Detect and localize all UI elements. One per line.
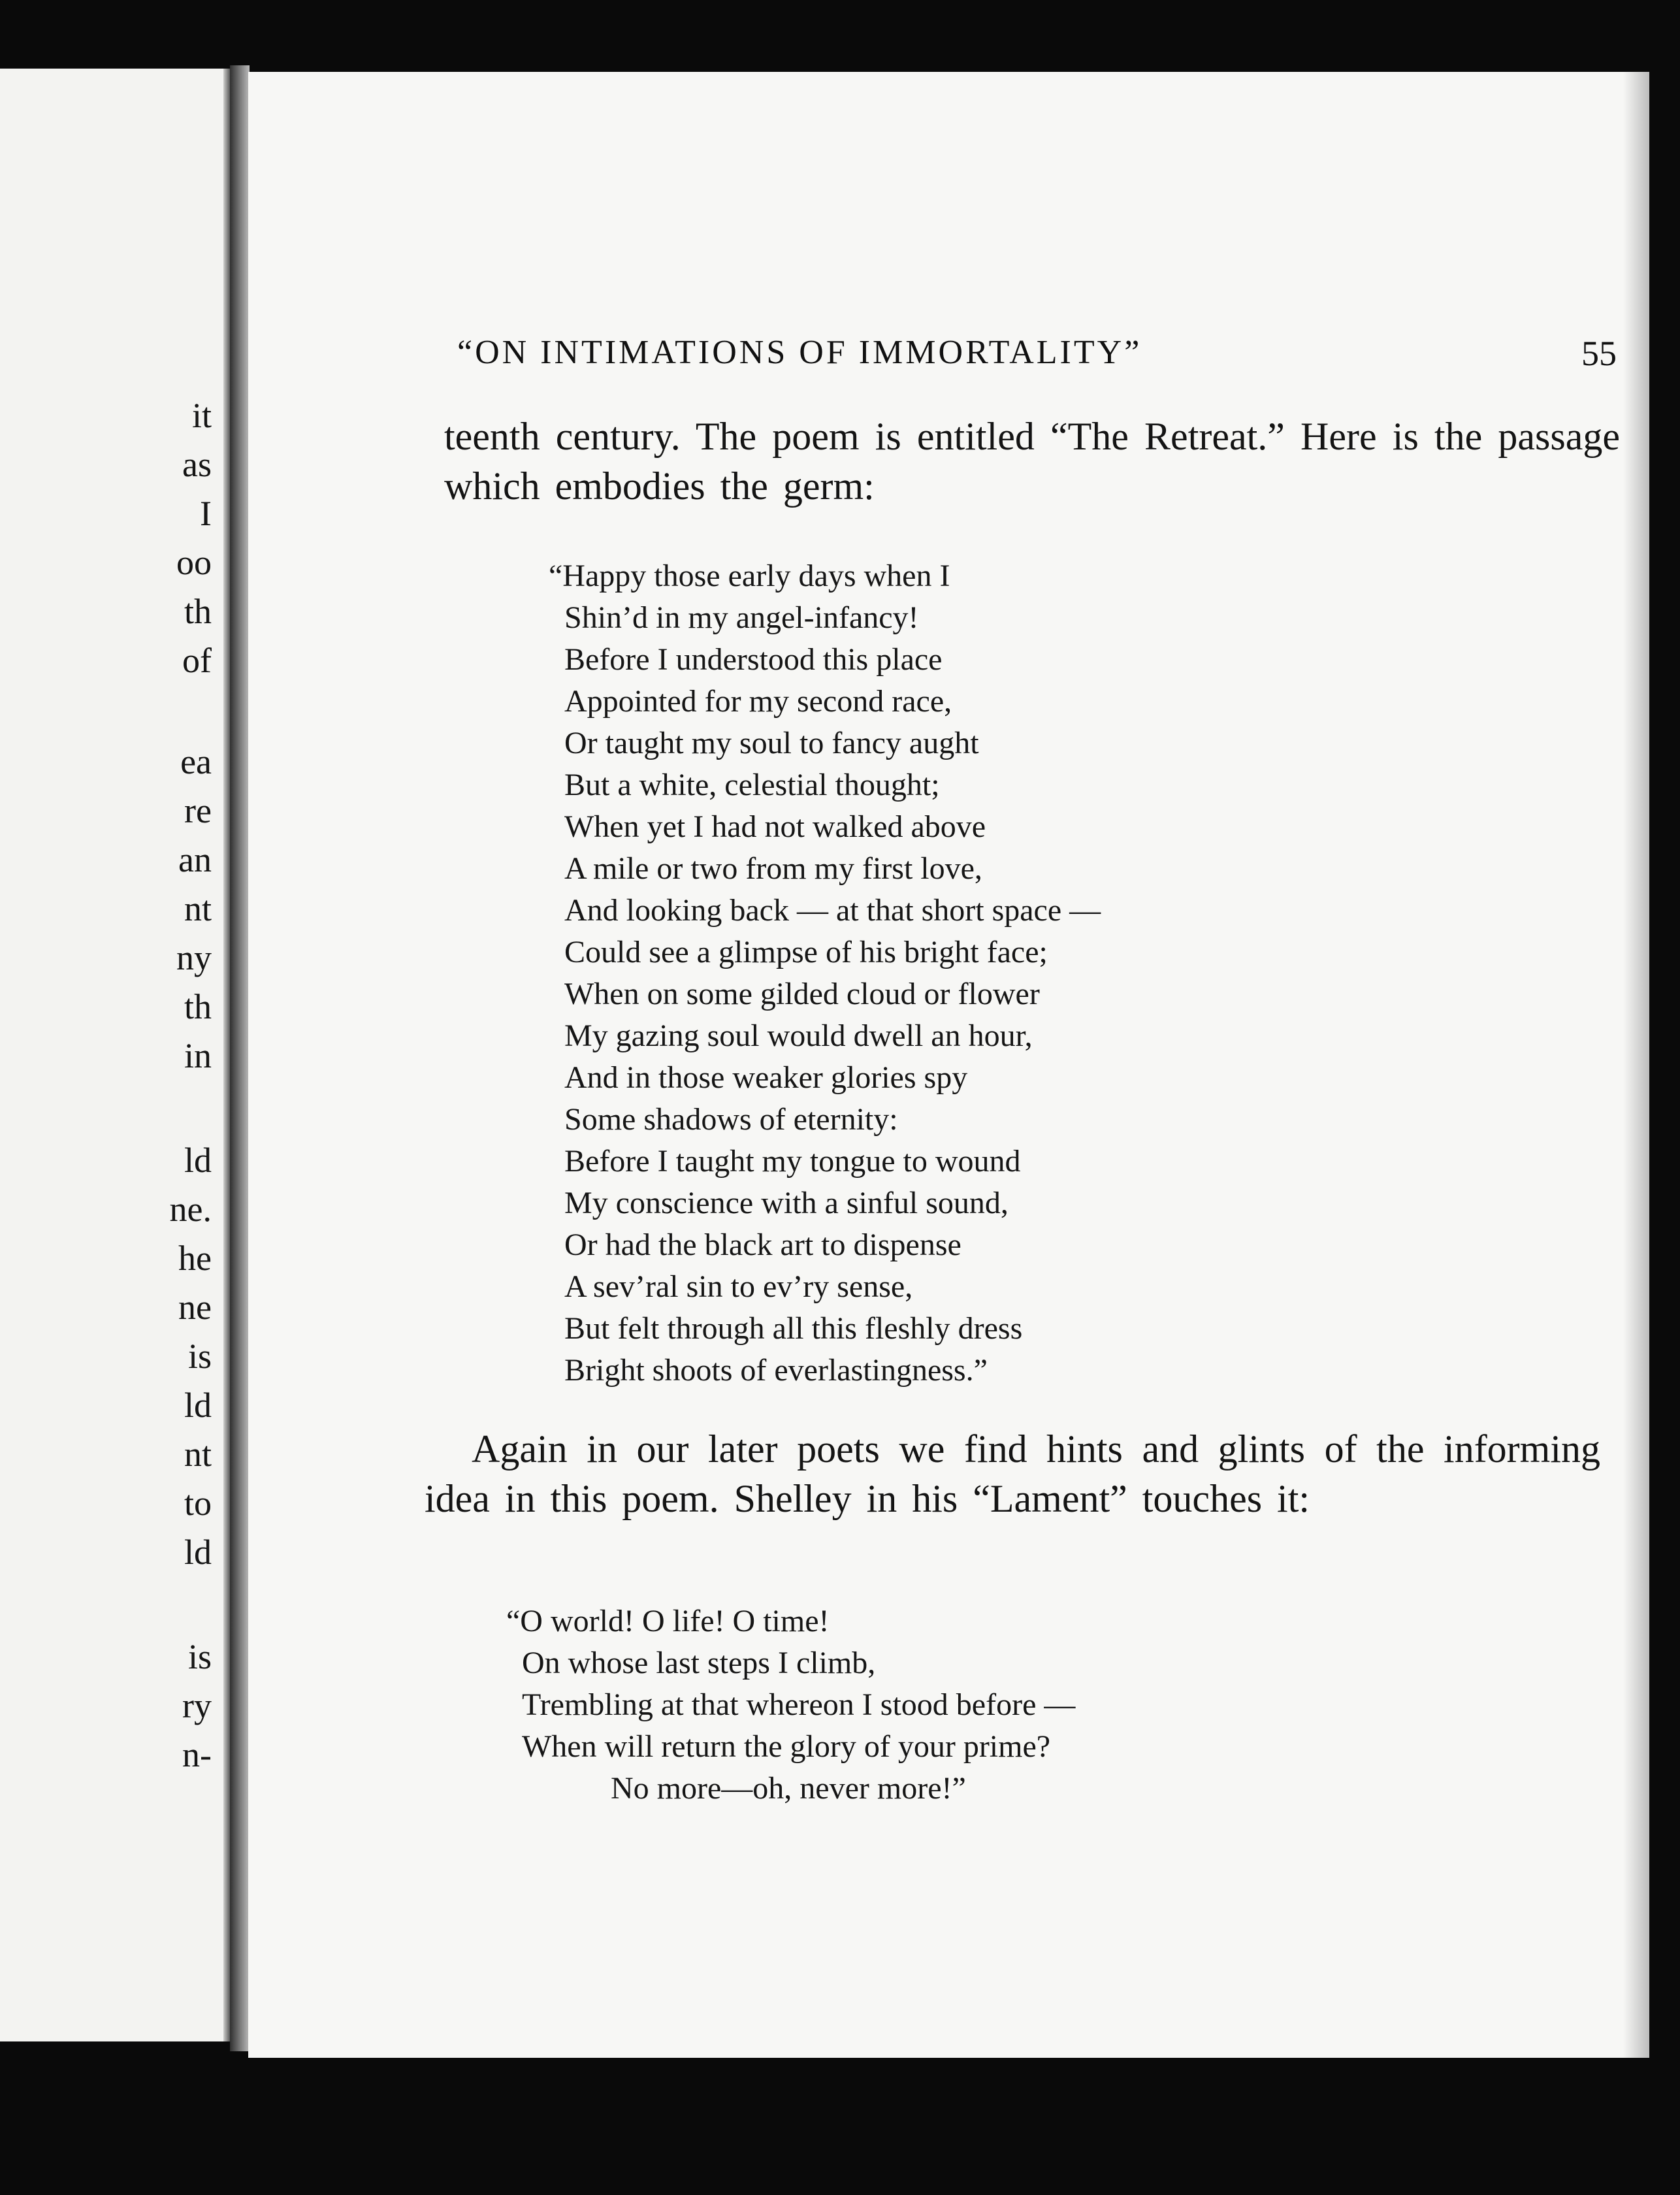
left-page-text: of [182, 641, 212, 680]
left-page-text: ry [182, 1686, 212, 1725]
right-page [248, 72, 1649, 2058]
poem-line: “Happy those early days when I [549, 559, 950, 593]
poem-line: No more—oh, never more!” [611, 1771, 966, 1806]
left-page-text: to [184, 1484, 212, 1523]
left-page-text: I [200, 494, 212, 533]
left-page-fragment [0, 69, 230, 2041]
poem-line: When on some gilded cloud or flower [564, 977, 1040, 1011]
left-page-text: th [184, 592, 212, 631]
poem-line: But a white, celestial thought; [564, 768, 940, 802]
book-gutter [230, 65, 250, 2051]
left-page-text: as [182, 445, 212, 484]
poem-line: A mile or two from my first love, [564, 851, 982, 886]
left-page-text: re [184, 791, 212, 830]
poem-line: “O world! O life! O time! [506, 1604, 830, 1638]
left-page-text: in [184, 1036, 212, 1075]
left-page-text: th [184, 987, 212, 1026]
left-page-text: nt [184, 889, 212, 928]
left-page-text: ea [180, 742, 212, 781]
poem-line: But felt through all this fleshly dress [564, 1311, 1023, 1346]
poem-line: Shin’d in my angel-infancy! [564, 600, 919, 635]
poem-line: My conscience with a sinful sound, [564, 1186, 1009, 1220]
running-header [457, 333, 1617, 385]
poem-line: Before I taught my tongue to wound [564, 1144, 1021, 1179]
left-page-text: ny [176, 938, 212, 977]
poem-line: And in those weaker glories spy [564, 1060, 968, 1095]
poem-line: Or had the black art to dispense [564, 1228, 961, 1262]
right-page-edge [1623, 72, 1649, 2058]
left-page-text: is [187, 1637, 212, 1676]
left-page-text: ne. [169, 1190, 212, 1229]
poem-line: On whose last steps I climb, [522, 1646, 876, 1680]
poem-line: Trembling at that whereon I stood before — [522, 1687, 1076, 1722]
poem-line: My gazing soul would dwell an hour, [564, 1018, 1033, 1053]
poem-line: A sev’ral sin to ev’ry sense, [564, 1269, 913, 1304]
body-paragraph-1: teenth century. The poem is entitled “The Retreat.” Here is the passage which embodies the germ: [444, 415, 1620, 508]
header-title: “ON INTIMATIONS OF IMMORTALITY” [457, 334, 1142, 371]
poem-line: Some shadows of eternity: [564, 1102, 898, 1137]
poem-line: Or taught my soul to fancy aught [564, 726, 979, 760]
left-page-edge [223, 69, 230, 2041]
left-page-text: is [187, 1337, 212, 1376]
poem-line: Appointed for my second race, [564, 684, 952, 719]
poem-line: Bright shoots of everlastingness.” [564, 1353, 988, 1388]
left-page-text: ld [184, 1386, 212, 1425]
poem-line: When yet I had not walked above [564, 809, 986, 844]
poem-lament [506, 1601, 1075, 1810]
left-page-text: he [178, 1239, 212, 1278]
left-page-text: an [178, 840, 212, 879]
poem-line: And looking back — at that short space — [564, 893, 1101, 928]
left-page-text: oo [176, 543, 212, 582]
left-page-text: n- [182, 1735, 212, 1774]
body-paragraph-2: Again in our later poets we find hints and glints of the informing idea in this poem. Shelley in his “Lament” touches it: [425, 1427, 1600, 1520]
poem-line: When will return the glory of your prime? [522, 1729, 1051, 1764]
poem-line: Could see a glimpse of his bright face; [564, 935, 1048, 969]
left-page-text: ld [184, 1141, 212, 1180]
left-page-text: it [191, 396, 212, 435]
left-page-text: nt [184, 1435, 212, 1474]
poem-line: Before I understood this place [564, 642, 943, 677]
page-number: 55 [1581, 334, 1617, 373]
left-page-text: ne [178, 1288, 212, 1327]
poem-the-retreat [549, 555, 1101, 1391]
left-page-text: ld [184, 1533, 212, 1572]
